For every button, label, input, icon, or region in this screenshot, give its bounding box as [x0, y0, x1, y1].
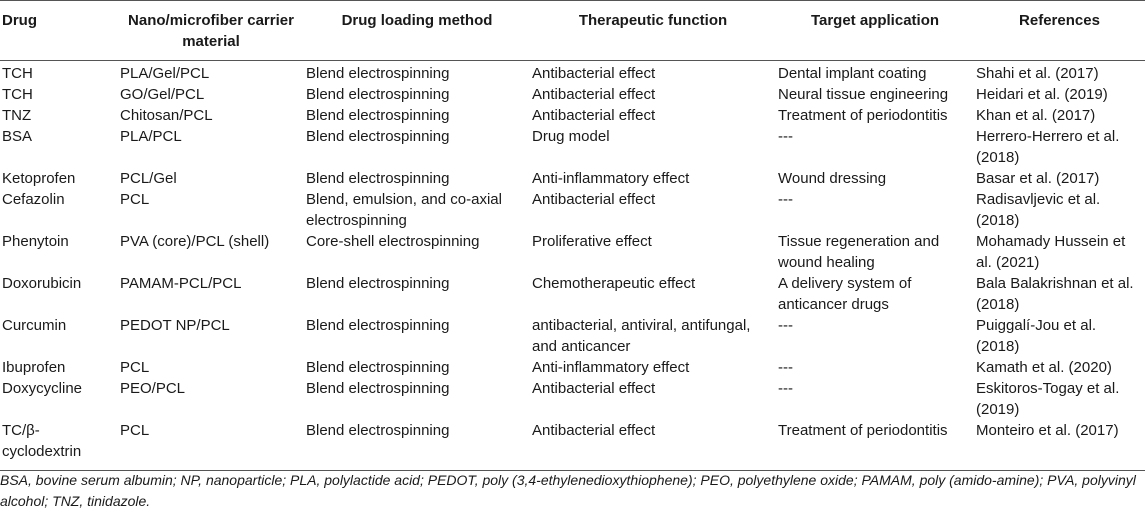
cell-target-application: Tissue regeneration and wound healing	[778, 233, 940, 271]
cell-loading-method: Blend electrospinning	[306, 107, 450, 124]
table-header	[0, 1, 1145, 61]
header-references: References	[1019, 12, 1100, 29]
cell-carrier-material: PAMAM-PCL/PCL	[120, 275, 242, 292]
cell-loading-method: Blend, emulsion, and co-axial electrospinning	[306, 191, 502, 229]
cell-therapeutic-function: Antibacterial effect	[532, 65, 656, 82]
cell-drug: TC/β-cyclodextrin	[2, 422, 82, 460]
cell-target-application: ---	[778, 128, 793, 145]
header-target-application: Target application	[810, 12, 940, 29]
cell-target-application: Dental implant coating	[778, 65, 927, 82]
cell-reference: Shahi et al. (2017)	[976, 65, 1099, 82]
cell-therapeutic-function: Proliferative effect	[532, 233, 652, 250]
cell-loading-method: Blend electrospinning	[306, 170, 450, 187]
cell-loading-method: Core-shell electrospinning	[306, 233, 480, 250]
table-row	[0, 189, 1145, 231]
table-row	[0, 231, 1145, 273]
cell-reference: Herrero-Herrero et al. (2018)	[976, 128, 1120, 166]
cell-reference: Monteiro et al. (2017)	[976, 422, 1119, 439]
cell-carrier-material: PLA/Gel/PCL	[120, 65, 210, 82]
table-row	[0, 315, 1145, 357]
cell-therapeutic-function: Antibacterial effect	[532, 380, 656, 397]
cell-target-application: ---	[778, 191, 793, 208]
cell-loading-method: Blend electrospinning	[306, 380, 450, 397]
cell-loading-method: Blend electrospinning	[306, 275, 450, 292]
table-row	[0, 378, 1145, 420]
cell-drug: BSA	[2, 128, 33, 145]
cell-therapeutic-function: Antibacterial effect	[532, 422, 656, 439]
cell-reference: Kamath et al. (2020)	[976, 359, 1112, 376]
cell-loading-method: Blend electrospinning	[306, 128, 450, 145]
cell-reference: Basar et al. (2017)	[976, 170, 1100, 187]
cell-loading-method: Blend electrospinning	[306, 65, 450, 82]
cell-drug: Doxorubicin	[2, 275, 82, 292]
cell-carrier-material: Chitosan/PCL	[120, 107, 213, 124]
cell-reference: Eskitoros-Togay et al. (2019)	[976, 380, 1120, 418]
cell-therapeutic-function: antibacterial, antiviral, antifungal, and anticancer	[532, 317, 751, 355]
cell-drug: Doxycycline	[2, 380, 83, 397]
cell-carrier-material: PVA (core)/PCL (shell)	[120, 233, 270, 250]
table-body	[0, 61, 1145, 471]
cell-carrier-material: PEDOT NP/PCL	[120, 317, 230, 334]
cell-target-application: Treatment of periodontitis	[778, 422, 948, 439]
cell-therapeutic-function: Chemotherapeutic effect	[532, 275, 696, 292]
cell-drug: TCH	[2, 86, 33, 103]
cell-therapeutic-function: Drug model	[532, 128, 610, 145]
cell-therapeutic-function: Antibacterial effect	[532, 86, 656, 103]
cell-drug: Phenytoin	[2, 233, 69, 250]
table-row	[0, 105, 1145, 126]
cell-loading-method: Blend electrospinning	[306, 317, 450, 334]
cell-drug: TCH	[2, 65, 33, 82]
cell-carrier-material: PLA/PCL	[120, 128, 182, 145]
cell-carrier-material: PCL	[120, 359, 150, 376]
cell-loading-method: Blend electrospinning	[306, 422, 450, 439]
cell-target-application: Wound dressing	[778, 170, 887, 187]
cell-target-application: ---	[778, 359, 793, 376]
cell-drug: Ibuprofen	[2, 359, 66, 376]
table-footnote: BSA, bovine serum albumin; NP, nanoparticle; PLA, polylactide acid; PEDOT, poly (3,4-ethylenedioxythiophene); PEO, polyethylene oxide; PAMAM, poly (amido-amine); PVA, polyvinyl alcohol; TNZ, tinidazole.	[0, 472, 1136, 509]
table-row	[0, 168, 1145, 189]
table-row	[0, 84, 1145, 105]
cell-carrier-material: PCL	[120, 191, 150, 208]
cell-therapeutic-function: Anti-inflammatory effect	[532, 170, 690, 187]
cell-therapeutic-function: Antibacterial effect	[532, 107, 656, 124]
cell-carrier-material: PEO/PCL	[120, 380, 186, 397]
table-row	[0, 420, 1145, 471]
cell-therapeutic-function: Anti-inflammatory effect	[532, 359, 690, 376]
cell-reference: Mohamady Hussein et al. (2021)	[976, 233, 1126, 271]
table-row	[0, 357, 1145, 378]
table-row	[0, 61, 1145, 85]
cell-target-application: ---	[778, 380, 793, 397]
cell-reference: Puiggalí-Jou et al. (2018)	[976, 317, 1097, 355]
cell-drug: Cefazolin	[2, 191, 65, 208]
cell-loading-method: Blend electrospinning	[306, 359, 450, 376]
cell-carrier-material: GO/Gel/PCL	[120, 86, 205, 103]
header-loading-method: Drug loading method	[341, 12, 493, 29]
header-row	[0, 1, 1145, 61]
cell-carrier-material: PCL/Gel	[120, 170, 177, 187]
cell-carrier-material: PCL	[120, 422, 150, 439]
table-row	[0, 273, 1145, 315]
header-carrier-material: Nano/microfiber carrier material	[128, 12, 294, 50]
table-row	[0, 126, 1145, 168]
cell-target-application: Treatment of periodontitis	[778, 107, 948, 124]
header-therapeutic-function: Therapeutic function	[578, 12, 728, 29]
header-drug: Drug	[2, 12, 37, 29]
cell-drug: Curcumin	[2, 317, 67, 334]
cell-reference: Khan et al. (2017)	[976, 107, 1096, 124]
cell-reference: Heidari et al. (2019)	[976, 86, 1108, 103]
cell-drug: Ketoprofen	[2, 170, 76, 187]
cell-reference: Radisavljevic et al. (2018)	[976, 191, 1101, 229]
cell-target-application: ---	[778, 317, 793, 334]
cell-reference: Bala Balakrishnan et al. (2018)	[976, 275, 1134, 313]
cell-loading-method: Blend electrospinning	[306, 86, 450, 103]
cell-therapeutic-function: Antibacterial effect	[532, 191, 656, 208]
cell-drug: TNZ	[2, 107, 32, 124]
cell-target-application: Neural tissue engineering	[778, 86, 949, 103]
cell-target-application: A delivery system of anticancer drugs	[778, 275, 912, 313]
